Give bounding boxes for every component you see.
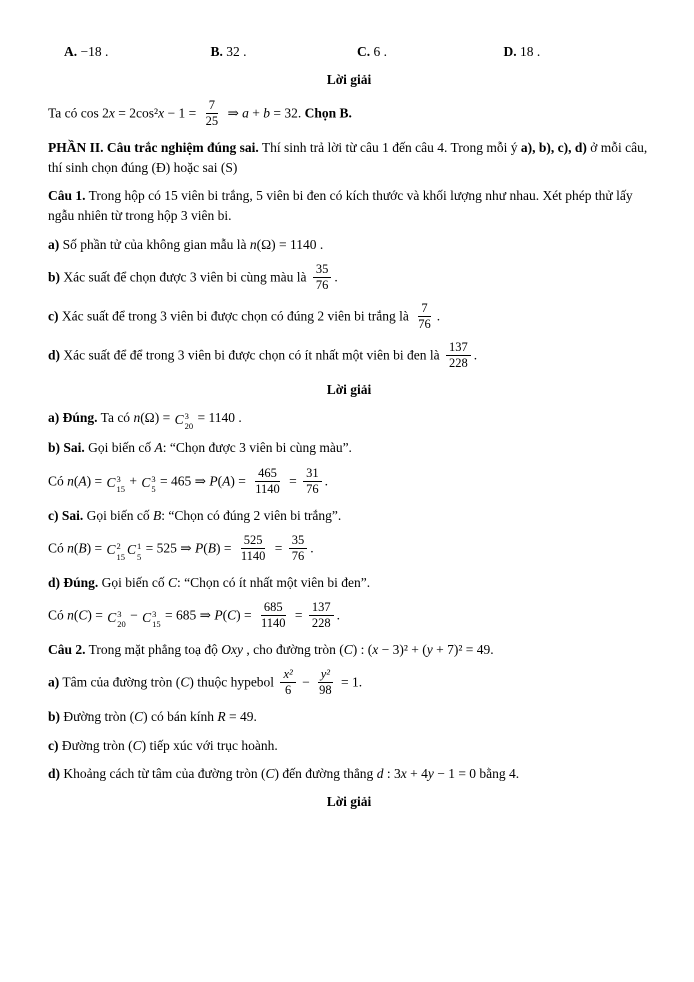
cau1-option-d [48, 341, 650, 372]
text-run: b [263, 105, 271, 121]
text-run: Câu 1. [48, 188, 86, 203]
text-run: ) có bán kính [143, 709, 218, 725]
text-run: = 1140 . [194, 410, 242, 425]
text-run: A [154, 440, 163, 456]
text-run: d) Đúng. [48, 574, 99, 590]
text-run: P [214, 607, 223, 623]
fraction [258, 600, 289, 631]
text-run: ) = [236, 607, 255, 623]
text-run: Lời giải [326, 72, 372, 88]
subscript: 20 [117, 618, 126, 629]
symbol-base: C [107, 609, 117, 625]
fraction [280, 667, 295, 698]
subscript: 5 [151, 484, 156, 495]
text-run: n [249, 236, 257, 252]
fraction [309, 600, 334, 631]
text-run: = 32. [270, 105, 305, 121]
text-run: Khoảng cách từ tâm của đường tròn ( [60, 765, 266, 781]
text-run: Xác suất để để trong 3 viên bi được chọn có ít nhất một viên bi đen là [60, 347, 443, 363]
text-run: C [265, 765, 275, 781]
text-run: + 7)² = 49. [432, 642, 494, 658]
text-run: P [209, 473, 218, 489]
combination-symbol [142, 608, 161, 628]
text-run: c) Sai. [48, 507, 84, 523]
fraction [303, 466, 322, 497]
combination-symbol [107, 540, 126, 560]
superscript: 3 [152, 608, 157, 619]
text-run: ( [73, 473, 79, 489]
text-run: C [132, 737, 142, 753]
text-run: Chọn B. [304, 105, 352, 121]
combination-symbol [141, 473, 155, 493]
text-run: ) = [215, 540, 235, 556]
text-run: . [436, 308, 441, 324]
fraction-numerator: 685 [261, 600, 286, 616]
fraction-denominator: 1140 [240, 548, 266, 563]
text-run: ) = [230, 473, 250, 489]
text-run: ) đến đường thẳng [274, 765, 377, 781]
cau2-option-c [48, 736, 650, 756]
text-run: Oxy [221, 642, 244, 658]
fraction-numerator: y² [318, 667, 333, 683]
fraction-denominator: 25 [205, 113, 219, 128]
text-run: C [343, 642, 353, 658]
text-run: ) = [87, 607, 107, 623]
text-run: Thí sinh trả lời từ câu 1 đến câu 4. Trong mỗi ý [258, 139, 521, 155]
symbol-base: C [141, 475, 151, 491]
answer-option [504, 42, 651, 62]
answer-value: 32 . [226, 44, 247, 59]
superscript: 2 [116, 541, 121, 552]
fraction-denominator: 76 [291, 548, 305, 563]
answer-label: A. [64, 44, 78, 59]
fraction-denominator: 6 [284, 683, 292, 698]
symbol-base: C [127, 542, 137, 558]
fraction [289, 533, 308, 564]
text-run: A [222, 473, 231, 489]
text-run: . [473, 347, 478, 363]
text-run: b) Sai. [48, 440, 85, 456]
superscript: 3 [151, 474, 156, 485]
text-run: ) = [86, 473, 106, 489]
text-run: Trong mặt phẳng toạ độ [85, 642, 222, 658]
fraction [446, 340, 471, 371]
text-run: ( [222, 607, 228, 623]
text-run: a), b), c), d) [520, 139, 587, 155]
fraction-numerator: x² [280, 667, 295, 683]
combination-symbol [175, 410, 194, 430]
text-run: C [78, 607, 88, 623]
superscript: 3 [116, 474, 121, 485]
text-run: Đường tròn ( [60, 709, 135, 725]
text-run: Ta có [97, 410, 134, 425]
symbol-base: C [142, 609, 152, 625]
text-run: d) [48, 347, 61, 363]
text-run: ( [217, 473, 223, 489]
text-run: R [217, 709, 226, 725]
text-run: = [291, 607, 306, 623]
answer-label: B. [210, 44, 223, 59]
subscript: 20 [184, 421, 194, 432]
text-run: Lời giải [326, 794, 372, 810]
text-run: = 1. [337, 674, 363, 690]
text-run: ) = [86, 540, 106, 556]
text-run: n [133, 410, 141, 425]
answer-value: 18 . [520, 44, 541, 59]
text-run: d) [48, 765, 61, 781]
sol1-c-calc [48, 534, 650, 565]
cau1-option-c [48, 302, 650, 333]
subscript: 15 [116, 484, 126, 495]
text-run: ( [203, 540, 208, 556]
fraction-denominator: 1140 [260, 616, 286, 631]
text-run: (Ω) = [140, 410, 174, 425]
text-run: ( [73, 607, 79, 623]
text-run: b) [48, 709, 61, 725]
text-run: ) : ( [352, 642, 373, 658]
text-run: Gọi biến cố [98, 574, 169, 590]
text-run: Lời giải [326, 381, 372, 397]
script-stack [185, 411, 194, 431]
answer-label: D. [503, 44, 517, 59]
text-run: + [126, 473, 141, 489]
text-run: − 3)² + ( [378, 642, 427, 658]
fraction-denominator: 228 [449, 355, 468, 370]
cau2-option-b [48, 707, 650, 727]
text-run: + [248, 105, 264, 121]
sol1-b-calc [48, 467, 650, 498]
script-stack [137, 541, 141, 561]
text-run: a) [48, 674, 60, 690]
text-run: d [376, 765, 384, 781]
text-run: : “Chọn có ít nhất một viên bi đen”. [177, 574, 371, 590]
sol1-a [48, 408, 650, 430]
superscript: 3 [117, 608, 122, 619]
text-run: Trong hộp có 15 viên bi trắng, 5 viên bi đen có kích thước và khối lượng như nhau. Xét phép thử lấy ngẫu nhiên từ trong hộp 3 viên bi. [48, 188, 633, 224]
text-run: : “Chọn được 3 viên bi cùng màu”. [162, 440, 352, 456]
text-run: Gọi biến cố [83, 507, 153, 523]
fraction-numerator: 31 [303, 466, 322, 482]
text-run: Có [48, 540, 68, 556]
text-run: a) [48, 236, 60, 252]
text-run: : 3 [383, 765, 401, 781]
cau1-option-b [48, 263, 650, 294]
solution-heading-1 [48, 70, 650, 90]
text-run: a [242, 105, 249, 121]
text-run: Xác suất để trong 3 viên bi được chọn có đúng 2 viên bi trắng là [58, 308, 413, 324]
answer-option [64, 42, 211, 62]
text-run: ở mỗi câu, thí sinh chọn đúng (Đ) hoặc sai (S) [48, 139, 648, 175]
fraction-numerator: 525 [241, 533, 266, 549]
subscript: 5 [137, 551, 142, 562]
text-run: . [336, 607, 341, 623]
answer-options-row [48, 42, 650, 62]
script-stack [117, 541, 126, 561]
text-run: . [310, 540, 314, 556]
answer-option [211, 42, 358, 62]
text-run: a) Đúng. [48, 410, 98, 425]
text-run: Có [48, 473, 68, 489]
text-run: Số phần tử của không gian mẫu là [59, 236, 250, 252]
cau1-option-a [48, 235, 650, 255]
fraction [415, 301, 434, 332]
text-run: n [67, 607, 74, 623]
text-run: B [78, 540, 87, 556]
text-run: n [67, 540, 74, 556]
text-run: − [126, 607, 142, 623]
phan-ii-header [48, 138, 650, 179]
text-run: : “Chọn có đúng 2 viên bi trắng”. [161, 507, 342, 523]
fraction-denominator: 98 [319, 683, 332, 698]
fraction-denominator: 76 [315, 277, 329, 292]
text-run: x [108, 105, 115, 121]
fraction [252, 466, 283, 497]
text-run: , cho đường tròn ( [243, 642, 344, 658]
text-run: (Ω) = 1140 . [256, 236, 324, 252]
script-stack [151, 474, 155, 494]
answer-label: C. [357, 44, 371, 59]
text-run: x [158, 105, 165, 121]
fraction [203, 98, 222, 129]
text-run: y [427, 765, 434, 781]
symbol-base: C [106, 542, 116, 558]
sol1-d [48, 573, 650, 593]
script-stack [117, 609, 126, 629]
text-run: = 685 ⇒ [161, 607, 215, 623]
text-run: B [153, 507, 162, 523]
text-run: c) [48, 737, 59, 753]
sol1-d-calc [48, 601, 650, 632]
text-run: Có [48, 607, 68, 623]
combination-symbol [127, 540, 141, 560]
text-run: Câu 2. [48, 642, 86, 658]
fraction-denominator: 76 [418, 316, 431, 331]
superscript: 1 [137, 541, 142, 552]
text-run: PHẦN II. Câu trắc nghiệm đúng sai. [48, 139, 259, 155]
answer-value: −18 . [80, 44, 109, 59]
text-run: = 2cos² [114, 105, 159, 121]
text-run: = 525 ⇒ [142, 540, 195, 556]
text-run: Tâm của đường tròn ( [59, 674, 181, 690]
script-stack [117, 474, 126, 494]
fraction [313, 262, 332, 293]
sol1-c [48, 506, 650, 526]
text-run: . [334, 269, 338, 285]
symbol-base: C [106, 475, 116, 491]
answer-value: 6 . [373, 44, 387, 59]
text-run: − 1 = [164, 105, 200, 121]
text-run: − 1 = 0 bằng 4. [433, 765, 520, 781]
text-run: = 465 ⇒ [156, 473, 210, 489]
subscript: 15 [152, 618, 161, 629]
combination-symbol [107, 608, 126, 628]
fraction-numerator: 137 [309, 600, 334, 616]
fraction-numerator: 465 [255, 466, 280, 482]
text-run: x [372, 642, 379, 658]
text-run: ⇒ [224, 105, 243, 121]
combination-symbol [107, 473, 126, 493]
answer-option [357, 42, 504, 62]
text-run: ) thuộc hypebol [189, 674, 278, 690]
text-run: Đường tròn ( [58, 737, 133, 753]
text-run: Gọi biến cố [84, 440, 155, 456]
text-run: Ta có cos 2 [48, 105, 109, 121]
text-run: − [298, 674, 314, 690]
fraction-numerator: 7 [418, 301, 430, 317]
cau2-option-d [48, 764, 650, 784]
cau-2-statement [48, 640, 650, 660]
fraction-denominator: 76 [306, 481, 319, 496]
text-run: c) [48, 308, 59, 324]
solution-choice-line [48, 99, 650, 130]
cau2-option-a [48, 668, 650, 699]
text-run: = [285, 473, 301, 489]
text-run: ( [73, 540, 79, 556]
symbol-base: C [174, 412, 184, 427]
text-run: ) tiếp xúc với trục hoành. [141, 737, 278, 753]
text-run: x [400, 765, 407, 781]
script-stack [152, 609, 161, 629]
solution-heading-2 [48, 380, 650, 400]
text-run: y [426, 642, 433, 658]
text-run: . [324, 473, 328, 489]
text-run: + 4 [406, 765, 428, 781]
fraction-numerator: 35 [313, 262, 332, 278]
solution-heading-3 [48, 792, 650, 812]
fraction-denominator: 1140 [255, 481, 280, 496]
fraction [316, 667, 335, 698]
text-run: = 49. [225, 709, 257, 725]
text-run: C [227, 607, 237, 623]
text-run: C [180, 674, 190, 690]
fraction-denominator: 228 [311, 616, 331, 631]
text-run: b) [48, 269, 61, 285]
text-run: B [207, 540, 216, 556]
text-run: P [194, 540, 204, 556]
superscript: 3 [184, 410, 189, 421]
text-run: = [271, 540, 286, 556]
text-run: A [78, 473, 87, 489]
text-run: Xác suất để chọn được 3 viên bi cùng màu là [60, 269, 310, 285]
fraction-numerator: 137 [446, 340, 471, 356]
text-run: n [67, 473, 74, 489]
fraction [238, 533, 269, 564]
fraction-numerator: 35 [289, 533, 308, 549]
cau-1-statement [48, 186, 650, 227]
text-run: C [168, 574, 178, 590]
subscript: 15 [116, 551, 126, 562]
text-run: C [134, 709, 144, 725]
fraction-numerator: 7 [206, 98, 218, 114]
sol1-b [48, 438, 650, 458]
